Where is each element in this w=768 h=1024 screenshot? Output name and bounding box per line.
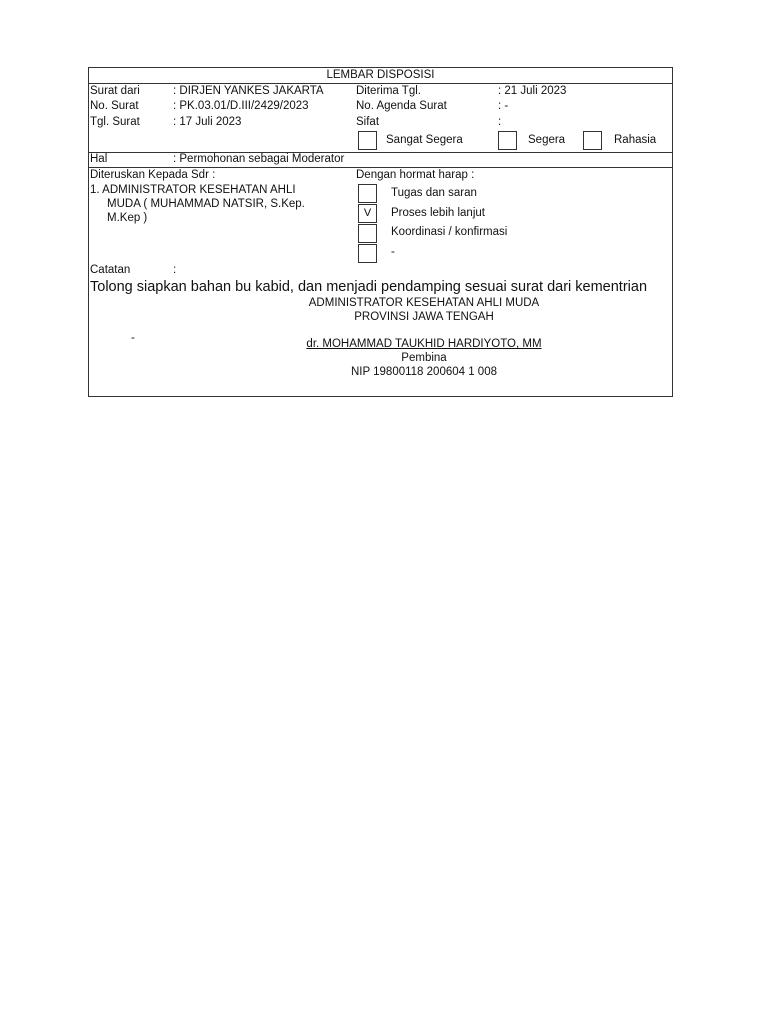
no-agenda-label: No. Agenda Surat bbox=[356, 100, 447, 112]
recipient-line-3: M.Kep ) bbox=[107, 212, 148, 224]
tugas-saran-label: Tugas dan saran bbox=[391, 187, 477, 199]
no-agenda-value: : - bbox=[498, 100, 509, 112]
surat-dari-label: Surat dari bbox=[90, 85, 140, 97]
form-title: LEMBAR DISPOSISI bbox=[326, 69, 435, 81]
disposition-form bbox=[88, 67, 673, 397]
dengan-hormat-label: Dengan hormat harap : bbox=[356, 169, 475, 181]
koordinasi-checkbox[interactable] bbox=[358, 224, 377, 243]
catatan-label: Catatan bbox=[90, 264, 131, 276]
segera-label: Segera bbox=[528, 134, 566, 146]
segera-checkbox[interactable] bbox=[498, 131, 517, 150]
dash-option-label: - bbox=[391, 246, 395, 258]
signer-province: PROVINSI JAWA TENGAH bbox=[354, 311, 494, 323]
hal-value: : Permohonan sebagai Moderator bbox=[173, 153, 345, 165]
signer-nip: NIP 19800118 200604 1 008 bbox=[350, 366, 497, 378]
tugas-saran-checkbox[interactable] bbox=[358, 184, 377, 203]
diteruskan-label: Diteruskan Kepada Sdr : bbox=[90, 169, 216, 181]
no-surat-label: No. Surat bbox=[90, 100, 139, 112]
signer-position: ADMINISTRATOR KESEHATAN AHLI MUDA bbox=[308, 297, 540, 309]
recipient-line-2: MUDA ( MUHAMMAD NATSIR, S.Kep. bbox=[107, 198, 305, 210]
hal-label: Hal bbox=[90, 153, 108, 165]
rahasia-label: Rahasia bbox=[614, 134, 657, 146]
signer-rank: Pembina bbox=[401, 352, 447, 364]
sangat-segera-label: Sangat Segera bbox=[386, 134, 463, 146]
surat-dari-value: : DIRJEN YANKES JAKARTA bbox=[173, 85, 324, 97]
catatan-colon: : bbox=[173, 264, 177, 276]
catatan-text: Tolong siapkan bahan bu kabid, dan menjadi pendamping sesuai surat dari kementrian bbox=[90, 279, 648, 295]
rahasia-checkbox[interactable] bbox=[583, 131, 602, 150]
koordinasi-label: Koordinasi / konfirmasi bbox=[391, 226, 508, 238]
signer-name: dr. MOHAMMAD TAUKHID HARDIYOTO, MM bbox=[306, 338, 542, 350]
sifat-colon: : bbox=[498, 116, 502, 128]
tgl-surat-value: : 17 Juli 2023 bbox=[173, 116, 242, 128]
sangat-segera-checkbox[interactable] bbox=[358, 131, 377, 150]
diterima-tgl-label: Diterima Tgl. bbox=[356, 85, 421, 97]
catatan-dash: - bbox=[131, 332, 135, 344]
proses-lanjut-checkbox[interactable]: V bbox=[358, 204, 377, 223]
sifat-label: Sifat bbox=[356, 116, 380, 128]
no-surat-value: : PK.03.01/D.III/2429/2023 bbox=[173, 100, 309, 112]
recipient-line-1: 1. ADMINISTRATOR KESEHATAN AHLI bbox=[90, 184, 296, 196]
tgl-surat-label: Tgl. Surat bbox=[90, 116, 140, 128]
proses-lanjut-label: Proses lebih lanjut bbox=[391, 207, 485, 219]
dash-checkbox[interactable] bbox=[358, 244, 377, 263]
diterima-tgl-value: : 21 Juli 2023 bbox=[498, 85, 567, 97]
